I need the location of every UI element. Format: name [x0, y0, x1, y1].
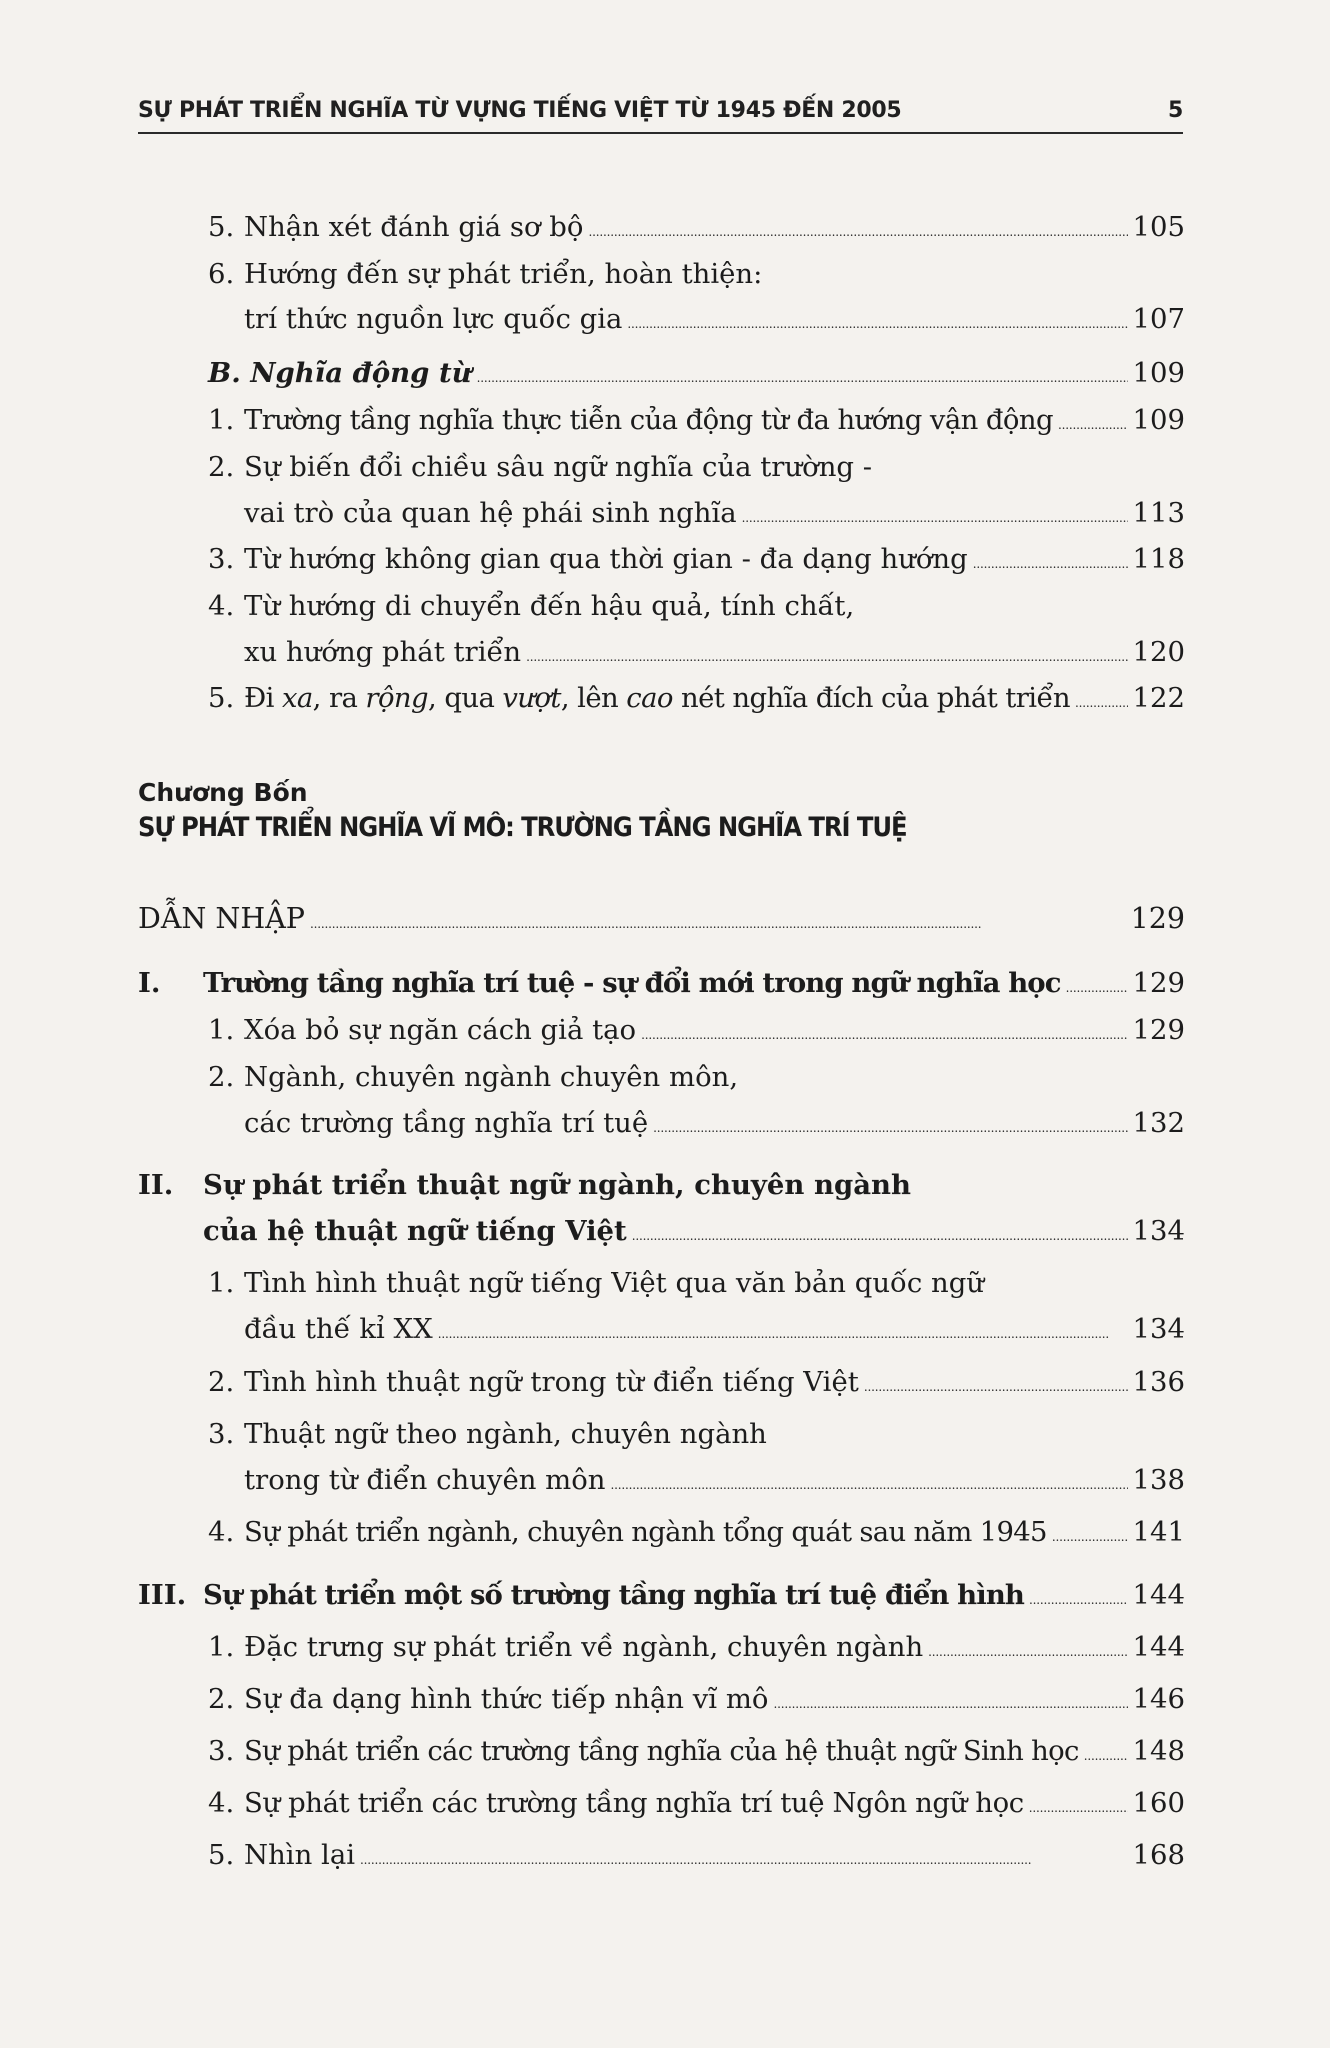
toc-intro	[138, 902, 1185, 941]
toc-page-number: 168	[1132, 1839, 1185, 1871]
toc-entry	[244, 302, 1185, 341]
toc-page-number: 134	[1132, 1215, 1185, 1247]
chapter-title: SỰ PHÁT TRIỂN NGHĨA VĨ MÔ: TRƯỜNG TẦNG NGHĨA TRÍ TUỆ	[138, 812, 907, 843]
toc-part-heading	[138, 1578, 1185, 1617]
toc-page-number: 134	[1132, 1313, 1185, 1345]
toc-page-number: 109	[1132, 404, 1185, 436]
dot-leader	[973, 542, 1128, 581]
roman-numeral: II.	[138, 1169, 174, 1201]
roman-numeral: III.	[138, 1579, 187, 1611]
toc-page-number: 141	[1132, 1516, 1185, 1548]
dot-leader	[477, 356, 1128, 395]
toc-entry-title: trí thức nguồn lực quốc gia	[244, 303, 623, 335]
toc-entry-title: đầu thế kỉ XX	[244, 1313, 433, 1345]
toc-page-number: 109	[1132, 357, 1185, 389]
page-number: 5	[1167, 98, 1183, 123]
toc-entry-line: 6. Hướng đến sự phát triển, hoàn thiện:	[208, 258, 763, 290]
dot-leader	[1029, 1578, 1127, 1617]
dot-leader	[1052, 1515, 1128, 1554]
running-header-title: SỰ PHÁT TRIỂN NGHĨA TỪ VỰNG TIẾNG VIỆT TỪ 1945 ĐẾN 2005	[138, 98, 902, 123]
dot-leader	[641, 1013, 1127, 1052]
toc-entry-title: Sự phát triển các trường tầng nghĩa của hệ thuật ngữ Sinh học	[244, 1735, 1079, 1767]
toc-entry-title: Từ hướng không gian qua thời gian - đa dạng hướng	[244, 543, 968, 575]
toc-entry: 1. Xóa bỏ sự ngăn cách giả tạo . . . 129	[208, 1013, 1185, 1052]
toc-entry: 1. Trường tầng nghĩa thực tiễn của động từ đa hướng vận động . . . 109	[208, 403, 1185, 442]
toc-page-number: 107	[1132, 303, 1185, 335]
toc-entry-title: DẪN NHẬP	[138, 902, 305, 935]
toc-entry-title: Trường tầng nghĩa thực tiễn của động từ đa hướng vận động	[244, 404, 1053, 436]
toc-entry-title: Xóa bỏ sự ngăn cách giả tạo	[244, 1014, 637, 1046]
toc-entry	[244, 635, 1185, 674]
toc-entry	[244, 1312, 1185, 1351]
dot-leader	[1084, 1734, 1128, 1773]
dot-leader	[588, 210, 1127, 249]
toc-page-number: 118	[1132, 543, 1185, 575]
toc-page-number: 144	[1132, 1579, 1185, 1611]
toc-entry-title: vai trò của quan hệ phái sinh nghĩa	[244, 497, 737, 529]
toc-entry-title: trong từ điển chuyên môn	[244, 1464, 606, 1496]
toc-entry-title: xu hướng phát triển	[244, 636, 522, 668]
roman-numeral: I.	[138, 967, 161, 999]
toc-part-title: Trường tầng nghĩa trí tuệ - sự đổi mới trong ngữ nghĩa học	[203, 967, 1061, 999]
toc-page-number: 105	[1132, 211, 1185, 243]
toc-entry: 4. Sự phát triển ngành, chuyên ngành tổng quát sau năm 1945 . . . 141	[208, 1515, 1185, 1554]
toc-entry: 1. Đặc trưng sự phát triển về ngành, chuyên ngành . . . 144	[208, 1630, 1185, 1669]
toc-entry-line: 3. Thuật ngữ theo ngành, chuyên ngành	[208, 1418, 767, 1450]
toc-entry-line: 2. Sự biến đổi chiều sâu ngữ nghĩa của trường -	[208, 451, 873, 483]
toc-page-number: 132	[1132, 1107, 1185, 1139]
toc-page-number: 129	[1132, 967, 1185, 999]
toc-entry-title: Sự phát triển các trường tầng nghĩa trí tuệ Ngôn ngữ học	[244, 1787, 1024, 1819]
toc-entry-line: 2. Ngành, chuyên ngành chuyên môn,	[208, 1061, 739, 1093]
toc-part-title: Sự phát triển một số trường tầng nghĩa trí tuệ điển hình	[203, 1579, 1025, 1611]
toc-entry: 3. Từ hướng không gian qua thời gian - đa dạng hướng . . . 118	[208, 542, 1185, 581]
header-rule	[138, 132, 1183, 134]
toc-page-number: 129	[1130, 902, 1185, 935]
toc-entry-title: Đặc trưng sự phát triển về ngành, chuyên ngành	[244, 1631, 924, 1663]
toc-page-number: 144	[1132, 1631, 1185, 1663]
dot-leader	[1066, 966, 1128, 1005]
dot-leader	[1058, 403, 1128, 442]
toc-entry-title: Sự đa dạng hình thức tiếp nhận vĩ mô	[244, 1683, 769, 1715]
dot-leader	[526, 635, 1127, 674]
dot-leader	[310, 902, 1126, 941]
running-header	[138, 98, 1183, 123]
toc-part-heading-line: II. Sự phát triển thuật ngữ ngành, chuyên ngành	[138, 1169, 912, 1201]
toc-entry: 3. Sự phát triển các trường tầng nghĩa của hệ thuật ngữ Sinh học . . . 148	[208, 1734, 1185, 1773]
toc-page-number: 138	[1132, 1464, 1185, 1496]
toc-entry: 5. Đi xa, ra rộng, qua vượt, lên cao nét nghĩa đích của phát triển . . . 122	[208, 681, 1185, 720]
dot-leader	[742, 496, 1128, 535]
toc-page-number: 160	[1132, 1787, 1185, 1819]
toc-page-number: 146	[1132, 1683, 1185, 1715]
dot-leader	[653, 1106, 1127, 1145]
toc-page-number: 113	[1132, 497, 1185, 529]
toc-entry: 4. Sự phát triển các trường tầng nghĩa trí tuệ Ngôn ngữ học . . . 160	[208, 1786, 1185, 1825]
toc-entry-title: Đi xa, ra rộng, qua vượt, lên cao nét nghĩa đích của phát triển	[244, 682, 1070, 714]
dot-leader	[1075, 681, 1128, 720]
toc-entry: 5. Nhận xét đánh giá sơ bộ . . . 105	[208, 210, 1185, 249]
toc-page-number: 129	[1132, 1014, 1185, 1046]
toc-part-heading	[203, 1214, 1185, 1253]
dot-leader	[864, 1365, 1128, 1404]
toc-entry-line: 1. Tình hình thuật ngữ tiếng Việt qua văn bản quốc ngữ	[208, 1267, 985, 1299]
dot-leader	[773, 1682, 1127, 1721]
toc-entry: 2. Tình hình thuật ngữ trong từ điển tiếng Việt . . . 136	[208, 1365, 1185, 1404]
toc-page-number: 148	[1132, 1735, 1185, 1767]
toc-part-heading	[138, 966, 1185, 1005]
toc-section-heading	[208, 356, 1185, 395]
toc-entry-title: Tình hình thuật ngữ trong từ điển tiếng Việt	[244, 1366, 859, 1398]
toc-page-number: 136	[1132, 1366, 1185, 1398]
toc-page-number: 122	[1132, 682, 1185, 714]
toc-entry-title: Nhận xét đánh giá sơ bộ	[244, 211, 584, 243]
dot-leader	[928, 1630, 1127, 1669]
dot-leader	[632, 1214, 1128, 1253]
toc-entry-line: 4. Từ hướng di chuyển đến hậu quả, tính chất,	[208, 590, 855, 622]
dot-leader	[611, 1463, 1128, 1502]
toc-page-number: 120	[1132, 636, 1185, 668]
toc-entry	[244, 1463, 1185, 1502]
dot-leader	[438, 1312, 1128, 1351]
dot-leader	[360, 1838, 1127, 1877]
toc-entry: 5. Nhìn lại . . . 168	[208, 1838, 1185, 1877]
toc-entry-title: Nhìn lại	[244, 1839, 356, 1871]
toc-entry: 2. Sự đa dạng hình thức tiếp nhận vĩ mô . . . 146	[208, 1682, 1185, 1721]
toc-entry-title: các trường tầng nghĩa trí tuệ	[244, 1107, 649, 1139]
toc-part-title: của hệ thuật ngữ tiếng Việt	[203, 1215, 627, 1247]
toc-entry-title: Sự phát triển ngành, chuyên ngành tổng quát sau năm 1945	[244, 1516, 1047, 1548]
chapter-label: Chương Bốn	[138, 778, 308, 807]
toc-entry	[244, 496, 1185, 535]
dot-leader	[627, 302, 1127, 341]
toc-entry	[244, 1106, 1185, 1145]
dot-leader	[1029, 1786, 1128, 1825]
toc-section-title: B. Nghĩa động từ	[208, 357, 472, 389]
